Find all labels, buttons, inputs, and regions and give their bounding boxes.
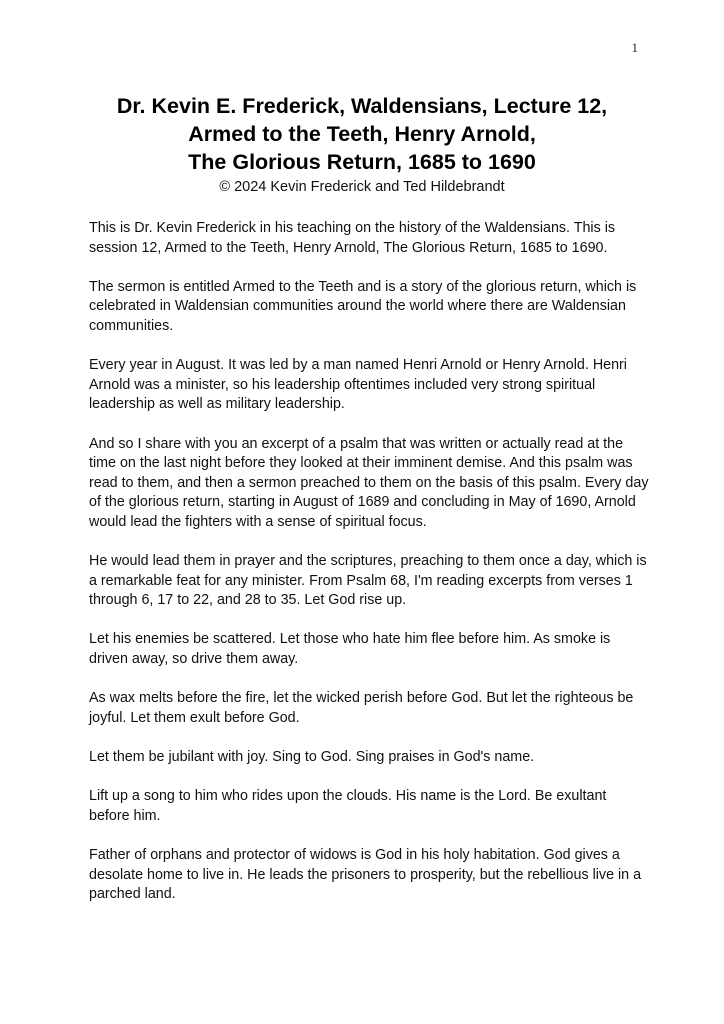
paragraph: Lift up a song to him who rides upon the clouds. His name is the Lord. Be exultant before him. xyxy=(89,788,607,824)
title-line-1: Dr. Kevin E. Frederick, Waldensians, Lecture 12, xyxy=(116,94,608,118)
title-line-3: The Glorious Return, 1685 to 1690 xyxy=(188,150,536,174)
paragraph: This is Dr. Kevin Frederick in his teaching on the history of the Waldensians. This is session 12, Armed to the Teeth, Henry Arnold, The Glorious Return, 1685 to 1690. xyxy=(89,220,616,256)
paragraph: Father of orphans and protector of widows is God in his holy habitation. God gives a desolate home to live in. He leads the prisoners to prosperity, but the rebellious live in a parched land. xyxy=(89,847,642,903)
paragraph: And so I share with you an excerpt of a psalm that was written or actually read at the time on the last night before they looked at their imminent demise. And this psalm was read to them, and then a sermon preached to them on the basis of this psalm. Every day of the glorious return, starting in August of 1689 and concluding in May of 1690, Arnold would lead the fighters with a sense of spiritual focus. xyxy=(89,435,649,530)
paragraph: The sermon is entitled Armed to the Teeth and is a story of the glorious return, which is celebrated in Waldensian communities around the world where there are Waldensian communities. xyxy=(89,278,637,334)
paragraph: Every year in August. It was led by a man named Henri Arnold or Henry Arnold. Henri Arnold was a minister, so his leadership oftentimes included very strong spiritual leadership as well as military leadership. xyxy=(89,357,627,413)
copyright-notice: © 2024 Kevin Frederick and Ted Hildebrandt xyxy=(219,179,505,195)
paragraph: He would lead them in prayer and the scriptures, preaching to them once a day, which is a remarkable feat for any minister. From Psalm 68, I'm reading excerpts from verses 1 through 6, 17 to 22, and 28 to 35. Let God rise up. xyxy=(89,553,647,609)
paragraph: Let them be jubilant with joy. Sing to God. Sing praises in God's name. xyxy=(89,749,535,766)
title-block xyxy=(60,92,664,197)
paragraph: Let his enemies be scattered. Let those who hate him flee before him. As smoke is driven away, so drive them away. xyxy=(89,631,611,668)
page-number: 1 xyxy=(631,40,638,55)
title-line-2: Armed to the Teeth, Henry Arnold, xyxy=(188,122,536,146)
paragraph: As wax melts before the fire, let the wicked perish before God. But let the righteous be joyful. Let them exult before God. xyxy=(89,690,634,726)
body-text xyxy=(89,219,649,924)
